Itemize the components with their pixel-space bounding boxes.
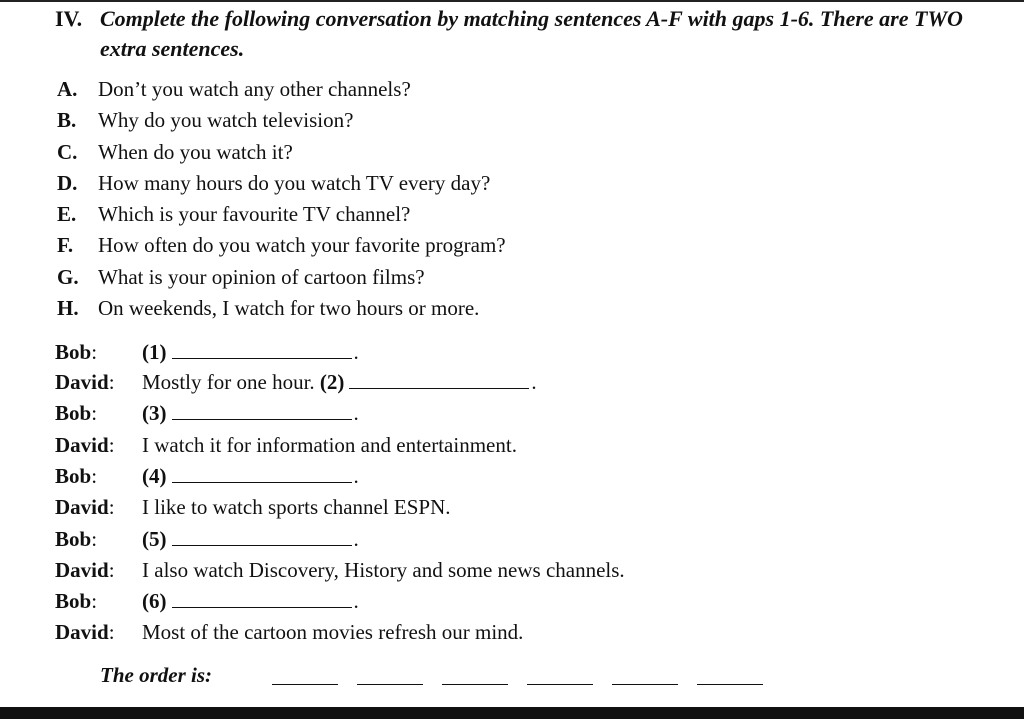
option-text: On weekends, I watch for two hours or more. xyxy=(98,296,480,320)
answer-blank[interactable] xyxy=(172,527,352,546)
dialogue-content: Mostly for one hour. (2) . xyxy=(142,370,537,394)
gap-number: (6) xyxy=(142,589,167,613)
speaker-name: Bob: xyxy=(55,589,98,613)
speaker-name: Bob: xyxy=(55,464,98,488)
dialogue-content: (1) . xyxy=(142,340,359,364)
order-blank-2[interactable] xyxy=(357,684,423,685)
speaker-name: David: xyxy=(55,495,115,519)
option-letter: B. xyxy=(57,108,77,132)
dialogue-content: (3) . xyxy=(142,401,359,425)
dialogue-content: (4) . xyxy=(142,464,359,488)
order-blank-3[interactable] xyxy=(442,684,508,685)
dialogue-text: I like to watch sports channel ESPN. xyxy=(142,495,451,519)
gap-number: (1) xyxy=(142,340,167,364)
option-letter: C. xyxy=(57,140,78,164)
gap-number: (3) xyxy=(142,401,167,425)
top-rule xyxy=(0,0,1024,2)
answer-blank[interactable] xyxy=(172,464,352,483)
dialogue-text: Mostly for one hour. xyxy=(142,370,315,394)
option-letter: G. xyxy=(57,265,79,289)
dialogue-text: I also watch Discovery, History and some news channels. xyxy=(142,558,625,582)
option-text: Why do you watch television? xyxy=(98,108,354,132)
dialogue-content: (6) . xyxy=(142,589,359,613)
option-text: Which is your favourite TV channel? xyxy=(98,202,411,226)
speaker-name: David: xyxy=(55,558,115,582)
answer-blank[interactable] xyxy=(172,589,352,608)
option-text: How often do you watch your favorite program? xyxy=(98,233,506,257)
gap-number: (5) xyxy=(142,527,167,551)
option-text: What is your opinion of cartoon films? xyxy=(98,265,425,289)
option-letter: E. xyxy=(57,202,77,226)
answer-blank[interactable] xyxy=(172,340,352,359)
gap-number: (2) xyxy=(319,370,345,394)
speaker-name: David: xyxy=(55,370,115,394)
order-blank-5[interactable] xyxy=(612,684,678,685)
speaker-name: Bob: xyxy=(55,401,98,425)
answer-blank[interactable] xyxy=(172,401,352,420)
option-letter: D. xyxy=(57,171,78,195)
exercise-instruction: Complete the following conversation by matching sentences A-F with gaps 1-6. There are TWO extra sentences. xyxy=(100,6,963,61)
order-blank-6[interactable] xyxy=(697,684,763,685)
order-blank-4[interactable] xyxy=(527,684,593,685)
option-text: Don’t you watch any other channels? xyxy=(98,77,411,101)
gap-number: (4) xyxy=(142,464,167,488)
speaker-name: Bob: xyxy=(55,527,98,551)
exercise-number: IV. xyxy=(55,6,83,31)
speaker-name: David: xyxy=(55,620,115,644)
option-letter: F. xyxy=(57,233,74,257)
order-label: The order is: xyxy=(100,663,212,687)
dialogue-text: I watch it for information and entertainment. xyxy=(142,433,517,457)
speaker-name: Bob: xyxy=(55,340,98,364)
exercise-heading xyxy=(55,4,975,64)
option-text: When do you watch it? xyxy=(98,140,293,164)
option-letter: A. xyxy=(57,77,78,101)
dialogue-content: (5) . xyxy=(142,527,359,551)
option-text: How many hours do you watch TV every day? xyxy=(98,171,491,195)
answer-blank[interactable] xyxy=(349,370,529,389)
dialogue-text: Most of the cartoon movies refresh our mind. xyxy=(142,620,524,644)
bottom-bar xyxy=(0,707,1024,719)
option-letter: H. xyxy=(57,296,79,320)
speaker-name: David: xyxy=(55,433,115,457)
order-blank-1[interactable] xyxy=(272,684,338,685)
